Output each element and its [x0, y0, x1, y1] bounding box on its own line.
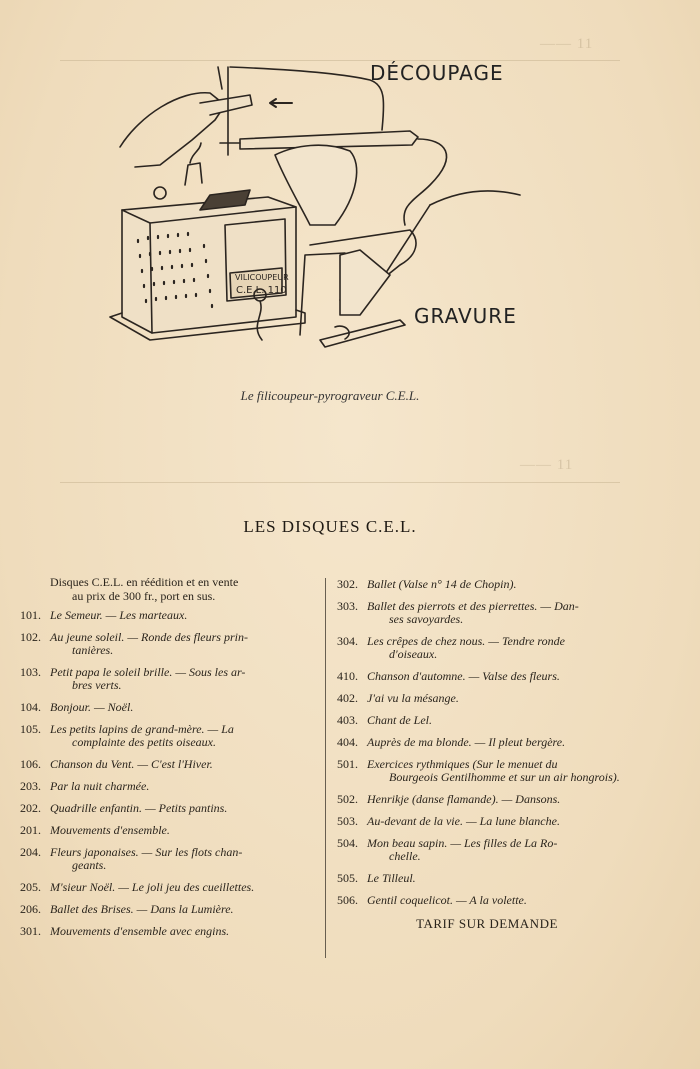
disc-number: 302. [337, 577, 358, 591]
left-column [20, 575, 320, 947]
section-title: LES DISQUES C.E.L. [243, 517, 417, 536]
disc-number: 105. [20, 722, 41, 736]
disc-entry [337, 793, 637, 806]
disc-title-line: Par la nuit charmée. [50, 779, 150, 793]
disc-title-line: Auprès de ma blonde. — Il pleut bergère. [367, 735, 566, 749]
disc-entry [337, 736, 637, 749]
disc-title-line: Chanson d'automne. — Valse des fleurs. [367, 669, 560, 683]
disc-number: 501. [337, 757, 358, 771]
left-disc-list [20, 609, 320, 938]
disc-number: 204. [20, 845, 41, 859]
disc-title-line: Chanson du Vent. — C'est l'Hiver. [50, 757, 213, 771]
disc-entry [337, 692, 637, 705]
disc-entry [20, 701, 320, 714]
disc-title-line: Le Semeur. — Les marteaux. [50, 608, 188, 622]
disc-title [50, 881, 320, 894]
disc-entry [337, 837, 637, 863]
disc-number: 304. [337, 634, 358, 648]
disc-entry [337, 670, 637, 683]
intro-line-1: Disques C.E.L. en réédition et en vente [50, 575, 239, 589]
device-plate-text: C.E.L. 110 [236, 285, 287, 296]
disc-number: 402. [337, 691, 358, 705]
disc-number: 201. [20, 823, 41, 837]
disc-title-line: Au jeune soleil. — Ronde des fleurs prin- [50, 630, 248, 644]
disc-title [50, 846, 320, 872]
disc-title-line: M'sieur Noël. — Le joli jeu des cueillettes. [50, 880, 255, 894]
disc-number: 203. [20, 779, 41, 793]
disc-title-line: Au-devant de la vie. — La lune blanche. [367, 814, 560, 828]
intro-text [20, 575, 320, 603]
disc-entry [20, 780, 320, 793]
disc-entry [20, 802, 320, 815]
disc-title-line: Petit papa le soleil brille. — Sous les ar- [50, 665, 246, 679]
disc-entry [20, 881, 320, 894]
disc-entry [20, 903, 320, 916]
disc-title [367, 670, 637, 683]
device-brand-text: VILICOUPEUR [235, 273, 289, 282]
disc-title-continuation: chelle. [389, 849, 421, 863]
disc-title [50, 701, 320, 714]
disc-entry [337, 894, 637, 907]
disc-title-line: Henrikje (danse flamande). — Dansons. [367, 792, 561, 806]
gravure-label: GRAVURE [414, 304, 517, 328]
decoupage-label: DÉCOUPAGE [370, 61, 504, 85]
right-column [337, 578, 637, 932]
disc-title [367, 578, 637, 591]
disc-title-line: Les crêpes de chez nous. — Tendre ronde [367, 634, 565, 648]
disc-title-line: Le Tilleul. [367, 871, 416, 885]
disc-title-line: Ballet des Brises. — Dans la Lumière. [50, 902, 234, 916]
disc-number: 410. [337, 669, 358, 683]
disc-title [367, 635, 637, 661]
disc-title [367, 872, 637, 885]
disc-title [367, 692, 637, 705]
disc-title [367, 736, 637, 749]
intro-line-2: au prix de 300 fr., port en sus. [72, 589, 216, 603]
disc-title [367, 837, 637, 863]
disc-title-continuation: d'oiseaux. [389, 647, 438, 661]
disc-entry [337, 758, 637, 784]
disc-title-line: Mouvements d'ensemble avec engins. [50, 924, 230, 938]
disc-title-line: Chant de Lel. [367, 713, 432, 727]
disc-title [50, 631, 320, 657]
disc-number: 504. [337, 836, 358, 850]
disc-title-line: J'ai vu la mésange. [367, 691, 459, 705]
disc-number: 106. [20, 757, 41, 771]
disc-title-line: Gentil coquelicot. — A la volette. [367, 893, 527, 907]
disc-title-line: Ballet (Valse n° 14 de Chopin). [367, 577, 517, 591]
disc-number: 301. [20, 924, 41, 938]
disc-title [367, 894, 637, 907]
disc-number: 303. [337, 599, 358, 613]
bleed-through-line [60, 482, 620, 483]
disc-title-continuation: bres verts. [72, 678, 122, 692]
bleed-through-text: —— 11 [520, 457, 574, 473]
disc-title-line: Les petits lapins de grand-mère. — La [50, 722, 234, 736]
disc-entry [337, 635, 637, 661]
disc-number: 502. [337, 792, 358, 806]
disc-title-line: Bonjour. — Noël. [50, 700, 134, 714]
disc-number: 206. [20, 902, 41, 916]
disc-entry [20, 723, 320, 749]
disc-title-continuation: complainte des petits oiseaux. [72, 735, 216, 749]
disc-number: 102. [20, 630, 41, 644]
disc-title-line: Quadrille enfantin. — Petits pantins. [50, 801, 228, 815]
disc-entry [20, 846, 320, 872]
disc-number: 506. [337, 893, 358, 907]
disc-number: 103. [20, 665, 41, 679]
disc-entry [337, 872, 637, 885]
disc-title [50, 824, 320, 837]
illustration-caption: Le filicoupeur-pyrograveur C.E.L. [240, 388, 420, 403]
disc-title-continuation: ses savoyardes. [389, 612, 464, 626]
disc-entry [20, 666, 320, 692]
disc-entry [20, 609, 320, 622]
disc-title [50, 903, 320, 916]
disc-title-line: Ballet des pierrots et des pierrettes. — Dan- [367, 599, 579, 613]
disc-title [367, 758, 637, 784]
disc-title [50, 780, 320, 793]
disc-title [367, 600, 637, 626]
disc-title-continuation: tanières. [72, 643, 114, 657]
tarif-footer: TARIF SUR DEMANDE [416, 916, 558, 931]
filicoupeur-illustration [100, 55, 570, 385]
disc-entry [20, 824, 320, 837]
disc-number: 104. [20, 700, 41, 714]
disc-title-line: Mon beau sapin. — Les filles de La Ro- [367, 836, 558, 850]
disc-title [50, 925, 320, 938]
disc-title [50, 758, 320, 771]
disc-title [367, 714, 637, 727]
bleed-through-text: —— 11 [540, 36, 594, 52]
disc-entry [337, 578, 637, 591]
disc-number: 101. [20, 608, 41, 622]
disc-entry [337, 815, 637, 828]
disc-number: 202. [20, 801, 41, 815]
disc-title-line: Fleurs japonaises. — Sur les flots chan- [50, 845, 243, 859]
disc-number: 404. [337, 735, 358, 749]
disc-title-continuation: Bourgeois Gentilhomme et sur un air hongrois). [389, 770, 620, 784]
disc-number: 205. [20, 880, 41, 894]
disc-title-line: Exercices rythmiques (Sur le menuet du [367, 757, 558, 771]
disc-number: 403. [337, 713, 358, 727]
right-disc-list [337, 578, 637, 907]
disc-entry [20, 925, 320, 938]
disc-title-line: Mouvements d'ensemble. [50, 823, 170, 837]
disc-entry [20, 631, 320, 657]
disc-entry [337, 714, 637, 727]
disc-title [50, 666, 320, 692]
disc-title [367, 815, 637, 828]
disc-title [50, 609, 320, 622]
disc-entry [20, 758, 320, 771]
disc-entry [337, 600, 637, 626]
disc-number: 503. [337, 814, 358, 828]
disc-title [367, 793, 637, 806]
disc-number: 505. [337, 871, 358, 885]
disc-title-continuation: geants. [72, 858, 107, 872]
disc-title [50, 723, 320, 749]
disc-title [50, 802, 320, 815]
column-divider [325, 578, 326, 958]
